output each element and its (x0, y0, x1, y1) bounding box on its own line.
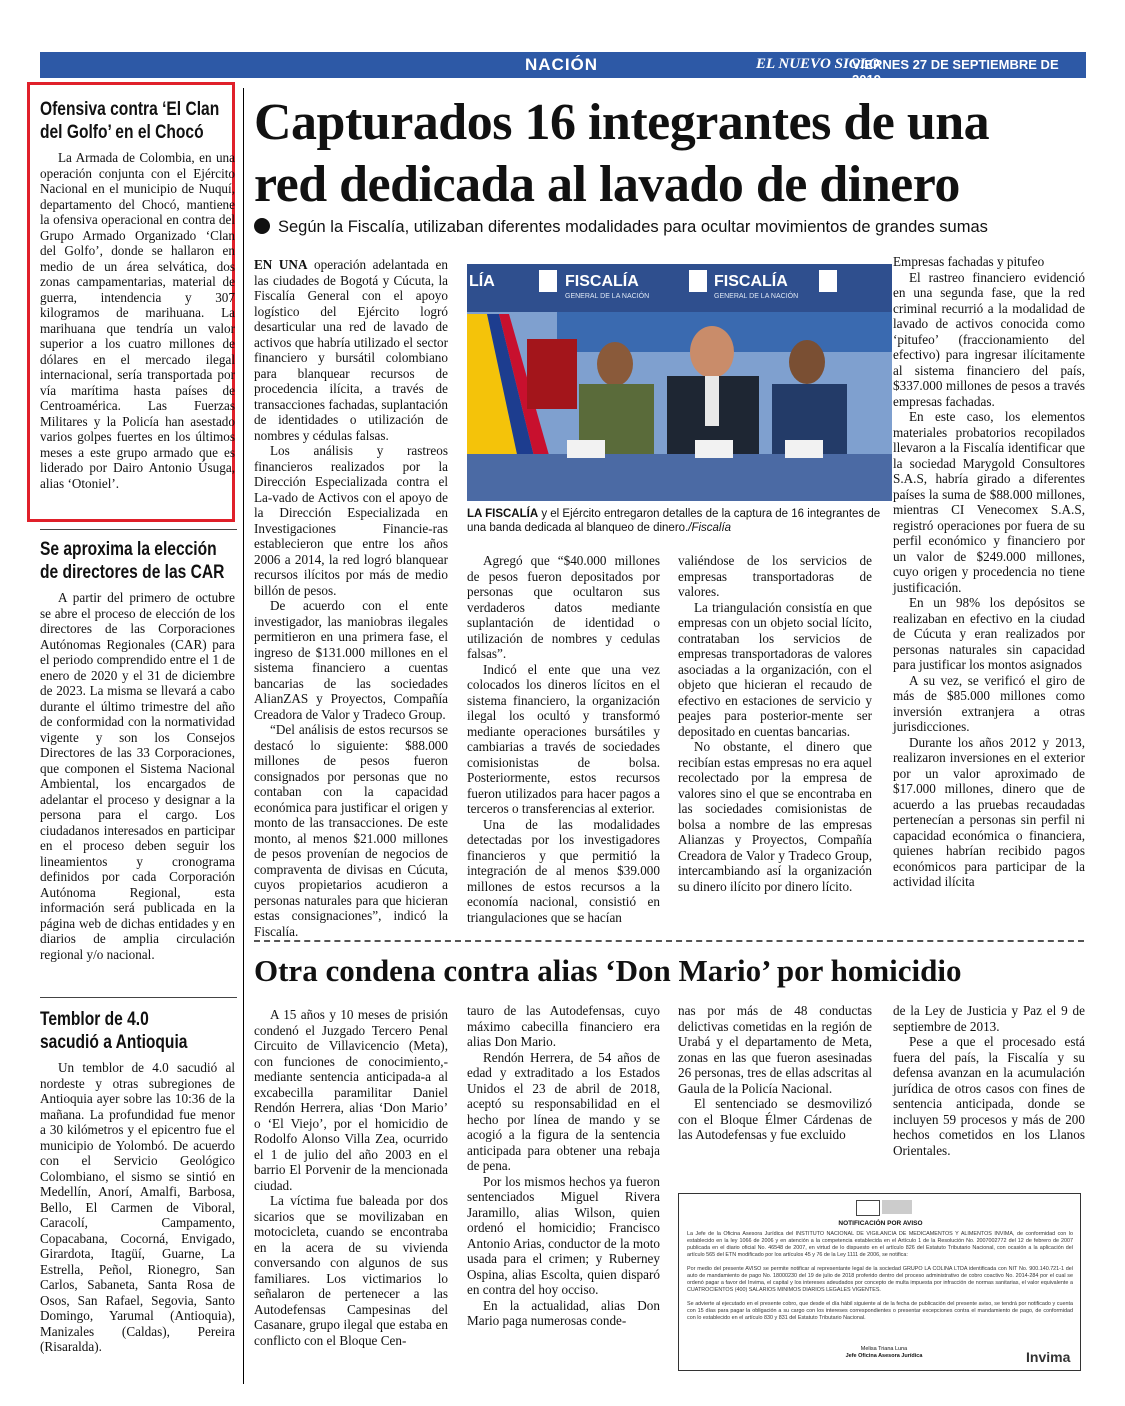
banner-sub-2: GENERAL DE LA NACIÓN (714, 293, 799, 300)
notice-text: La Jefe de la Oficina Asesora Jurídica del INSTITUTO NACIONAL DE VIGILANCIA DE MEDICAMENTOS Y ALIMENTOS INVIMA, de conformidad con lo establecido en la ley 1066 de 2006 y en atención a la competencia establecida en el Artículo 1 de la Resolución No. 2007002772 del 12 de febrero de 2007 publicada en el diario oficial No. 46548 de 2007, en virtud de lo dispuesto en el artículo 826 del Estatuto Tributario Nacional, con ocasión a la aplicación del artículo 565 del ETN modificado por los artículos 45 y 76 de la Ley 1111 de 2006, se notifica: Por medio del presente AVISO se permite notificar al representante legal de la sociedad GRUPO LA COLINA LTDA identificada con NIT No. 900.140.721-1 del auto de mandamiento de pago No. 18000230 del 19 de julio de 2018 proferido dentro del proceso administrativo de cobro coactivo No. 2014-284 por el cual se ordenó pagar a favor del Invima, el capital y los intereses adeudados por concepto de multa impuesta por infracción de normas sanitarias, el valor equivalente a CUATROCIENTOS (400) SALARIOS MINIMOS DIARIOS LEGALES VIGENTES. Se advierte al ejecutado en el presente cobro, que desde el día hábil siguiente al de la fecha de publicación del presente aviso, se tendrá por notificado y cuenta con 15 días para pagar la obligación a su cargo con los intereses correspondientes o presentar excepciones contra el mandamiento de pago, de conformidad con lo establecido en el artículo 830 y 831 del Estatuto Tributario Nacional. (687, 1231, 1073, 1321)
lead-in: EN UNA (254, 257, 308, 272)
main-article-col-4: Empresas fachadas y pitufeo El rastreo financiero evidenció en una segunda fase, que la red criminal recurrió a la modalidad de lavado de activos conocida como ‘pitufeo’ (fraccionamiento del efectivo) para ingresar ilícitamente al sistema financiero del país, $337.000 millones de pesos a través empresas fachadas. En este caso, los elementos materiales probatorios recopilados llevaron a la Fiscalía identificar que la sociedad Marygold Consultores S.A.S, habría girado a diferentes países la suma de $88.000 millones, mientras CI Venecomex S.A.S, registró operaciones por fuera de su perfil económico y financiero por un valor de $249.000 millones, cuyo origen y procedencia no tiene justificación. En un 98% los depósitos se realizaban en efectivo en la ciudad de Cúcuta y eran realizados por personas naturales sin capacidad para justificar los montos asignados A su vez, se verificó el giro de más de $85.000 millones como inversión extranjera a otras jurisdicciones. Durante los años 2012 y 2013, realizaron inversiones en el exterior por un valor aproximado de $17.000 millones, dinero que de acuerdo a las pruebas recaudadas pertenecían a personas sin perfil ni capacidad económica o financiera, quienes habrían recibido pagos económicos para participar de la actividad ilícita (893, 254, 1085, 889)
main-subhead: Según la Fiscalía, utilizaban diferentes modalidades para ocultar movimientos de grandes sumas (254, 218, 1104, 237)
brief-title: Se aproxima la elección de directores de las CAR (40, 539, 225, 583)
invima-logo: Invima (1026, 1349, 1071, 1365)
brief-body: A partir del primero de octubre se abre el proceso de elección de los directores de las Corporaciones Autónomas Regionales (CAR) para el periodo comprendido entre el 1 de enero de 2020 y el 31 de diciembre de 2023. La misma se llevará a cabo durante el último trimestre del año de conformidad con la normatividad vigente y son los Consejos Directores de las 33 Corporaciones, que componen el Sistema Nacional Ambiental, los encargados de adelantar el proceso y designar a la persona para el cargo. Los ciudadanos interesados en participar en el proceso deben seguir los lineamientos y cronograma definidos por cada Corporación Autónoma Regional, esta información será publicada en la página web de dichas entidades y en diarios de amplia circulación regional y/o nacional. (40, 590, 235, 962)
bullet-icon (254, 218, 270, 234)
article-divider (254, 940, 1084, 942)
banner-text: FISCALÍA (565, 273, 639, 290)
main-article-col-1: EN UNA operación adelantada en las ciudades de Bogotá y Cúcuta, la Fiscalía General con el apoyo logístico del Ejército logró desarticular una red de lavado de activos que habría utilizado el sector financiero y bursátil colombiano para blanquear recursos de procedencia ilícita, a través de transacciones fachadas, suplantación de identidades o utilización de nombres y cédulas falsas. Los análisis y rastreos financieros realizados por la Dirección Especializada contra el La-vado de Activos con el apoyo de la Dirección Especializada en Investigaciones Financie-ras establecieron que entre los años 2006 a 2014, la red logró blanquear recursos ilícitos por más de medio billón de pesos. De acuerdo con el ente investigador, las maniobras ilegales permitieron en una primera fase, el ingreso de $131.000 millones en el sistema financiero a cuentas bancarias de las sociedades AlianZAS y Proyectos, Compañía Creadora de Valor y Tradeco Group. “Del análisis de estos recursos se destacó lo siguiente: $88.000 millones de pesos fueron consignados por personas que no contaban con la capacidad económica para justificar el origen y monto de las transacciones. De este monto, al menos $21.000 millones de pesos provenían de negocios de compraventa de divisas en Cúcuta, cuyos propietarios acudieron a personas naturales para que hicieran estas consignaciones”, indicó la Fiscalía. (254, 257, 449, 939)
second-article-col-1: A 15 años y 10 meses de prisión condenó el Juzgado Tercero Penal Circuito de Villavicencio (Meta), con funciones de conocimiento,-mediante sentencia anticipada-a al excabecilla paramilitar Daniel Rendón Herrera, alias ‘Don Mario’ o ‘El Viejo’, por el homicidio de Rodolfo Alonso Villa Zea, ocurrido el 1 de julio del año 2003 en el barrio El Porvenir de la mencionada ciudad. La víctima fue baleada por dos sicarios que se movilizaban en motocicleta, cuando se encontraba en la acera de su vivienda conversando con algunos de sus familiares. Los victimarios lo señalaron de pertenecer a las Autodefensas Campesinas del Casanare, grupo ilegal que estaba en conflicto con el Bloque Cen- (254, 1007, 448, 1348)
section-header-bar (40, 52, 1116, 87)
banner-text-partial: LÍA (469, 273, 495, 290)
page-number: 9B (1092, 54, 1116, 74)
second-article-col-2: tauro de las Autodefensas, cuyo máximo cabecilla financiero era alias Don Mario. Rendón Herrera, de 54 años de edad y extraditado a los Estados Unidos el 23 de abril de 2018, aceptó su responsabilidad en el hecho por línea de mando y se acogió a la figura de la sentencia anticipada para obtener una rebaja de pena. Por los mismos hechos ya fueron sentenciados Miguel Rivera Jaramillo, alias Wilson, quien ordenó el homicidio; Francisco Antonio Arias, conductor de la moto usada para el crimen; y Ruberney Ospina, alias Escolta, quien disparó en contra del hoy occiso. En la actualidad, alias Don Mario paga numerosas conde- (467, 1003, 660, 1328)
ministry-logo (882, 1200, 912, 1214)
banner-text-2: FISCALÍA (714, 273, 788, 290)
brief-elecciones-car (40, 538, 235, 962)
main-article-col-2: Agregó que “$40.000 millones de pesos fueron depositados por personas que ocultaron sus verdaderos datos mediante suplantación de identidad o utilización de nombres y cedulas falsas”. Indicó el ente que una vez colocados los dineros lícitos en el sistema financiero, la organización ilegal los ocultó y transformó mediante operaciones bursátiles y cambiarias a través de sociedades comisionistas de bolsa. Posteriormente, estos recursos fueron utilizados para hacer pagos a terceros o transferencias al exterior. Una de las modalidades detectadas por los investigadores financieros y que permitió la integración de al menos $39.000 millones de estos recursos a la economía nacional, consistió en triangulaciones que se hacían (467, 553, 660, 925)
divider (40, 997, 237, 998)
divider (40, 529, 237, 530)
notice-title: NOTIFICACIÓN POR AVISO (838, 1220, 923, 1227)
publication-name: EL NUEVO SIGLO (756, 56, 880, 72)
press-conference-photo (467, 264, 892, 501)
brief-temblor (40, 1008, 235, 1355)
publication-date: VIERNES 27 DE SEPTIEMBRE DE 2019 (852, 57, 1059, 87)
brief-body: Un temblor de 4.0 sacudió al nordeste y otras subregiones de Antioquia ayer sobre las 10:36 de la mañana. La profundidad fue menor a 30 kilómetros y el epicentro fue el municipio de Yolombó. De acuerdo con el Servicio Geológico Colombiano, el sismo se sintió en Medellín, Anorí, Amalfi, Barbosa, Bello, El Carmen de Viboral, Caracolí, Campamento, Copacabana, Cocorná, Envigado, Girardota, Itagüí, Guarne, La Estrella, Peñol, Rionegro, San Carlos, Sabaneta, Santa Rosa de Osos, San Rafael, Segovia, Santo Domingo, Yarumal (Antioquia), Manizales (Caldas), Pereira (Risaralda). (40, 1060, 235, 1354)
photo-illustration (467, 264, 892, 501)
column-divider (243, 88, 244, 1384)
subsection-title: Empresas fachadas y pitufeo (893, 254, 1045, 269)
second-headline: Otra condena contra alias ‘Don Mario’ por homicidio (254, 953, 962, 988)
banner-sub: GENERAL DE LA NACIÓN (565, 293, 650, 300)
main-article-col-3: valiéndose de los servicios de empresas transportadoras de valores. La triangulación consistía en que empresas con un objeto social lícito, contrataban los servicios de empresas transportadoras de valores asociadas a la organización, con el objeto que hicieran el recaudo de efectivo en estaciones de servicio y peajes para posterior-mente ser depositado en cuentas bancarias. No obstante, el dinero que recibían estas empresas no era aquel recolectado por la empresa de valores sino el que se encontraba en las sociedades comisionistas de bolsa a nombre de las empresas Alianzas y Proyectos, Compañía Creadora de Valor y Tradeco Group, intercambiando así la organización su dinero ilícito por dinero lícito. (678, 553, 872, 894)
legal-notice (678, 1193, 1081, 1371)
second-article-col-4: de la Ley de Justicia y Paz el 9 de septiembre de 2013. Pese a que el procesado está fuera del país, la Fiscalía y su defensa avanzan en la acumulación jurídica de otros casos con fines de sentencia anticipada, donde se incluyen 59 procesos y más de 200 hechos cometidos en los Llanos Orientales. (893, 1003, 1085, 1158)
brief-body: La Armada de Colombia, en una operación conjunta con el Ejército Nacional en el municipio de Nuquí, departamento del Chocó, mantiene la ofensiva operacional en contra del Grupo Armado Organizado ‘Clan del Golfo’, donde se hallaron en medio de un área selvática, dos zonas campamentarias, material de guerra, intendencia y 307 kilogramos de marihuana. La marihuana que tendría un valor superior a los cuatro millones de dólares en el mercado ilegal internacional, sería transportada por vía marítima hasta países de Centroamérica. Las Fuerzas Militares y la Policía han asestado varios golpes fuertes en los últimos meses a este grupo armado que es liderado por Dairo Antonio Úsuga, alias ‘Otoniel’. (40, 150, 235, 491)
notice-signature: Melisa Triana Luna Jefe Oficina Asesora Jurídica (845, 1346, 923, 1359)
government-logo (856, 1200, 880, 1216)
main-headline: Capturados 16 integrantes de una red dedicada al lavado de dinero (254, 94, 990, 213)
brief-title: Temblor de 4.0 sacudió a Antioquia (40, 1009, 188, 1053)
second-article-col-3: nas por más de 48 conductas delictivas cometidas en la región de Urabá y el departamento de Meta, zonas en las que fueron asesinadas 26 personas, tres de ellas adscritas al Gaula de la Policía Nacional. El sentenciado se desmovilizó con el Bloque Élmer Cárdenas de las Autodefensas y fue excluido (678, 1003, 872, 1142)
photo-caption: LA FISCALÍA y el Ejército entregaron detalles de la captura de 16 integrantes de una banda dedicada al blanqueo de dinero./Fiscalía (467, 508, 881, 534)
section-name: NACIÓN (525, 55, 599, 74)
brief-title: Ofensiva contra ‘El Clan del Golfo’ en el Chocó (40, 99, 220, 143)
brief-clan-del-golfo (40, 98, 235, 491)
